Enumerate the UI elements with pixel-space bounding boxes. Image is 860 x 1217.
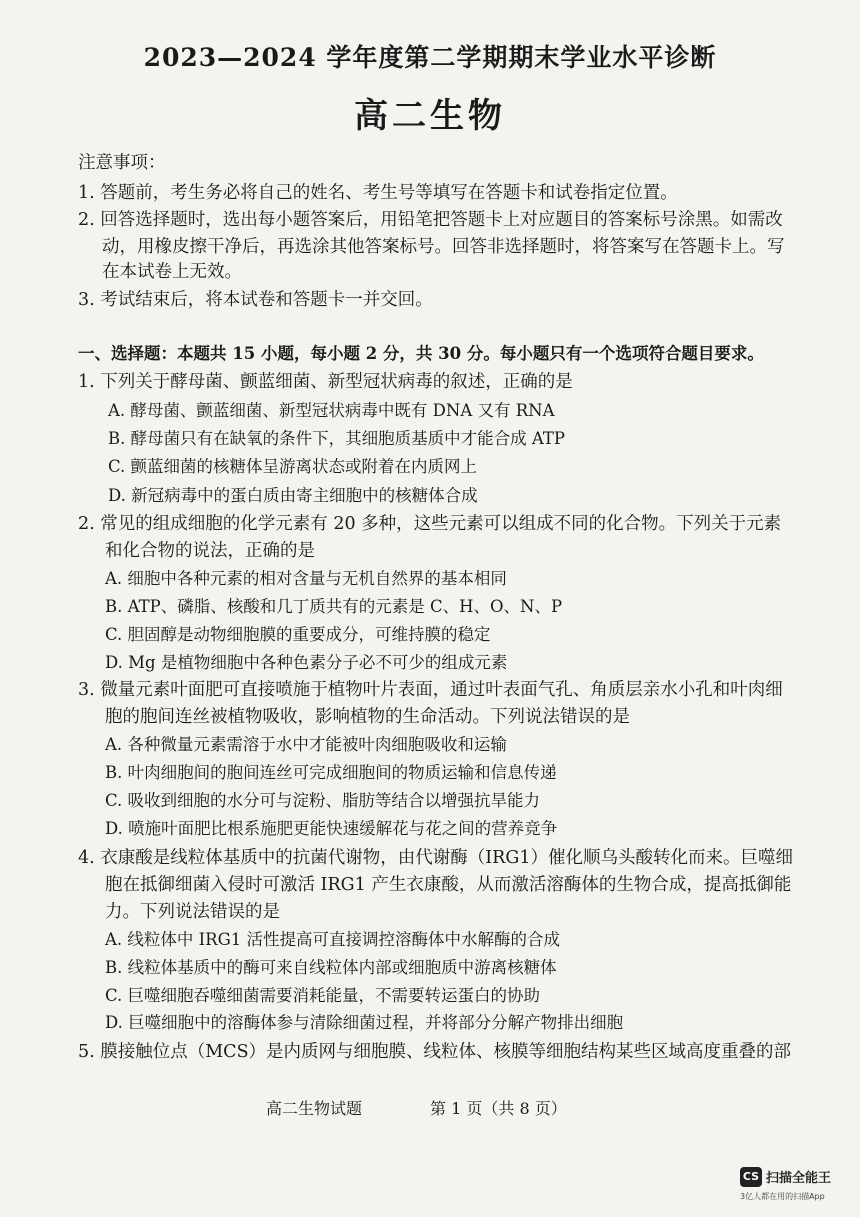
scanner-watermark bbox=[740, 1165, 850, 1205]
camscanner-logo-icon: CS bbox=[740, 1167, 762, 1187]
question-option: B. 叶肉细胞间的胞间连丝可完成细胞间的物质运输和信息传递 bbox=[105, 763, 557, 782]
question-stem: 胞在抵御细菌入侵时可激活 IRG1 产生衣康酸，从而激活溶酶体的生物合成，提高抵御能 bbox=[105, 875, 792, 895]
question-stem: 和化合物的说法，正确的是 bbox=[105, 541, 315, 561]
section-heading: 一、选择题：本题共 15 小题，每小题 2 分，共 30 分。每小题只有一个选项符合题目要求。 bbox=[78, 344, 764, 363]
question-option: A. 细胞中各种元素的相对含量与无机自然界的基本相同 bbox=[105, 569, 507, 588]
question-option: B. 线粒体基质中的酶可来自线粒体内部或细胞质中游离核糖体 bbox=[105, 958, 557, 977]
footer-page-number: 第 1 页（共 8 页） bbox=[430, 1099, 567, 1118]
note-item: 2. 回答选择题时，选出每小题答案后，用铅笔把答题卡上对应题目的答案标号涂黑。如需改 bbox=[78, 210, 783, 230]
question-option: C. 吸收到细胞的水分可与淀粉、脂肪等结合以增强抗旱能力 bbox=[105, 791, 541, 810]
subject-title: 高二生物 bbox=[354, 96, 506, 136]
question-option: B. 酵母菌只有在缺氧的条件下，其细胞质基质中才能合成 ATP bbox=[108, 429, 565, 448]
question-option: B. ATP、磷脂、核酸和几丁质共有的元素是 C、H、O、N、P bbox=[105, 597, 563, 616]
exam-title: 2023—2024 学年度第二学期期末学业水平诊断 bbox=[143, 43, 717, 72]
question-option: D. 喷施叶面肥比根系施肥更能快速缓解花与花之间的营养竞争 bbox=[105, 819, 558, 838]
question-option: D. Mg 是植物细胞中各种色素分子必不可少的组成元素 bbox=[105, 653, 508, 672]
question-stem: 1. 下列关于酵母菌、颤蓝细菌、新型冠状病毒的叙述，正确的是 bbox=[78, 372, 573, 392]
question-stem: 2. 常见的组成细胞的化学元素有 20 多种，这些元素可以组成不同的化合物。下列关于元素 bbox=[78, 514, 782, 534]
question-stem: 4. 衣康酸是线粒体基质中的抗菌代谢物，由代谢酶（IRG1）催化顺乌头酸转化而来。巨噬细 bbox=[78, 848, 793, 868]
question-option: D. 新冠病毒中的蛋白质由寄主细胞中的核糖体合成 bbox=[108, 486, 478, 505]
note-item: 1. 答题前，考生务必将自己的姓名、考生号等填写在答题卡和试卷指定位置。 bbox=[78, 183, 678, 203]
question-option: A. 各种微量元素需溶于水中才能被叶肉细胞吸收和运输 bbox=[105, 735, 507, 754]
watermark-name: 扫描全能王 bbox=[766, 1171, 832, 1186]
question-stem: 胞的胞间连丝被植物吸收，影响植物的生命活动。下列说法错误的是 bbox=[105, 707, 630, 727]
question-option: A. 线粒体中 IRG1 活性提高可直接调控溶酶体中水解酶的合成 bbox=[105, 930, 561, 949]
question-stem: 5. 膜接触位点（MCS）是内质网与细胞膜、线粒体、核膜等细胞结构某些区域高度重叠的部 bbox=[78, 1042, 792, 1062]
question-option: C. 颤蓝细菌的核糖体呈游离状态或附着在内质网上 bbox=[108, 457, 478, 476]
question-stem: 3. 微量元素叶面肥可直接喷施于植物叶片表面，通过叶表面气孔、角质层亲水小孔和叶肉细 bbox=[78, 680, 783, 700]
note-item: 3. 考试结束后，将本试卷和答题卡一并交回。 bbox=[78, 290, 433, 310]
question-option: C. 巨噬细胞吞噬细菌需要消耗能量，不需要转运蛋白的协助 bbox=[105, 986, 541, 1005]
question-option: D. 巨噬细胞中的溶酶体参与清除细菌过程，并将部分分解产物排出细胞 bbox=[105, 1013, 624, 1032]
question-option: C. 胆固醇是动物细胞膜的重要成分，可维持膜的稳定 bbox=[105, 625, 491, 644]
watermark-tagline: 3亿人都在用的扫描App bbox=[740, 1192, 825, 1201]
note-item: 动，用橡皮擦干净后，再选涂其他答案标号。回答非选择题时，将答案写在答题卡上。写 bbox=[102, 237, 785, 257]
question-stem: 力。下列说法错误的是 bbox=[105, 902, 280, 922]
note-item: 在本试卷上无效。 bbox=[102, 262, 242, 282]
question-option: A. 酵母菌、颤蓝细菌、新型冠状病毒中既有 DNA 又有 RNA bbox=[108, 401, 555, 420]
notes-title: 注意事项： bbox=[78, 153, 166, 173]
footer-subject: 高二生物试题 bbox=[266, 1099, 363, 1118]
